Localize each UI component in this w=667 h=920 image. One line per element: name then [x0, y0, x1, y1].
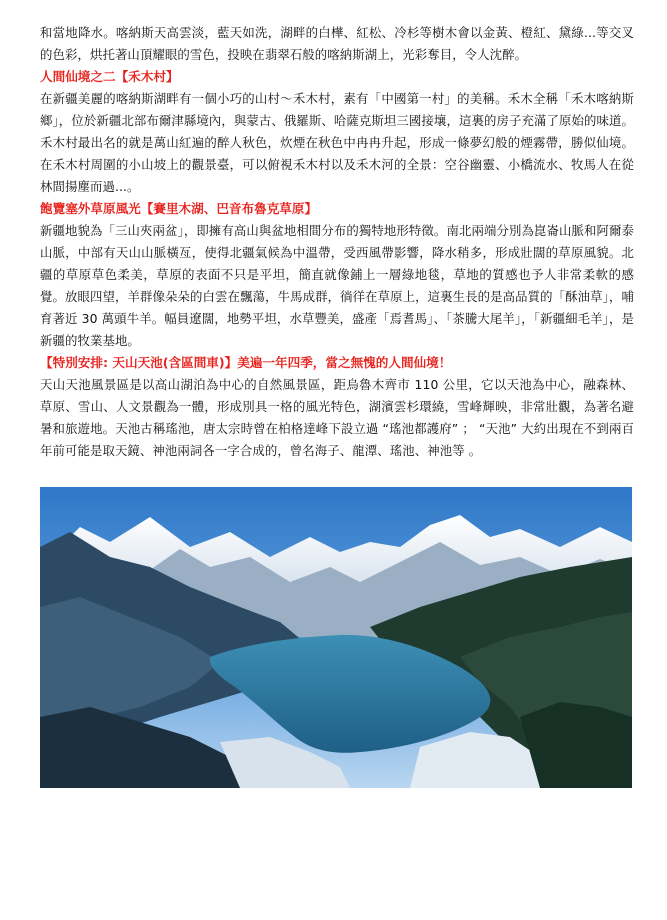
paragraph-kanas-continued: 和當地降水。喀納斯天高雲淡，藍天如洗，湖畔的白樺、紅松、冷杉等樹木會以金黃、橙紅、黛綠...等交叉的色彩，烘托著山頂耀眼的雪色，投映在翡翠石般的喀納斯湖上，光彩奪目，令人沈醉。 [40, 25, 634, 62]
paragraph-hemu-village: 在新疆美麗的喀納斯湖畔有一個小巧的山村～禾木村，素有「中國第一村」的美稱。禾木全稱「禾木喀納斯鄉」，位於新疆北部布爾津縣境內，與蒙古、俄羅斯、哈薩克斯坦三國接壤，這裏的房子充滿了原始的味道。禾木村最出名的就是萬山紅遍的醉人秋色，炊煙在秋色中冉冉升起，形成一條夢幻般的煙霧帶，勝似仙境。在禾木村周圍的小山坡上的觀景臺，可以俯視禾木村以及禾木河的全景：空谷幽靈、小橋流水、牧馬人在從林間揚塵而過...。 [40, 91, 634, 194]
heading-tianchi: 【特別安排: 天山天池(含區間車)】美遍一年四季，當之無愧的人間仙境！ [40, 355, 452, 370]
heading-hemu-village: 人間仙境之二【禾木村】 [40, 69, 179, 84]
tianchi-lake-photo [40, 487, 632, 788]
paragraph-grassland: 新疆地貌為「三山夾兩盆」，即擁有高山與盆地相間分布的獨特地形特徵。南北兩端分別為崑崙山脈和阿爾泰山脈，中部有天山山脈橫亙，使得北疆氣候為中溫帶，受西風帶影響，降水稍多，形成壯闊的草原風貌。北疆的草原草色柔美，草原的表面不只是平坦，簡直就像鋪上一層綠地毯，草地的質感也予人非常柔軟的感覺。放眼四望，羊群像朵朵的白雲在飄蕩，牛馬成群，徜徉在草原上，這裏生長的是高品質的「酥油草」，哺育著近 30 萬頭牛羊。幅員遼闊，地勢平坦，水草豐美，盛產「焉耆馬」、「茶騰大尾羊」，「新疆細毛羊」，是新疆的牧業基地。 [40, 223, 634, 348]
document-body [40, 22, 634, 462]
heading-grassland: 飽覽塞外草原風光【賽里木湖、巴音布魯克草原】 [40, 201, 318, 216]
paragraph-tianchi: 天山天池風景區是以高山湖泊為中心的自然風景區，距烏魯木齊市 110 公里，它以天池為中心，融森林、草原、雪山、人文景觀為一體，形成別具一格的風光特色，湖濱雲杉環繞，雪峰輝映，非常壯觀，為著名避暑和旅遊地。天池古稱瑤池，唐太宗時曾在柏格達峰下設立過 “瑤池都護府” ； “天池” 大約出現在不到兩百年前可能是取天鏡、神池兩詞各一字合成的，曾名海子、龍潭、瑤池、神池等 。 [40, 377, 634, 458]
